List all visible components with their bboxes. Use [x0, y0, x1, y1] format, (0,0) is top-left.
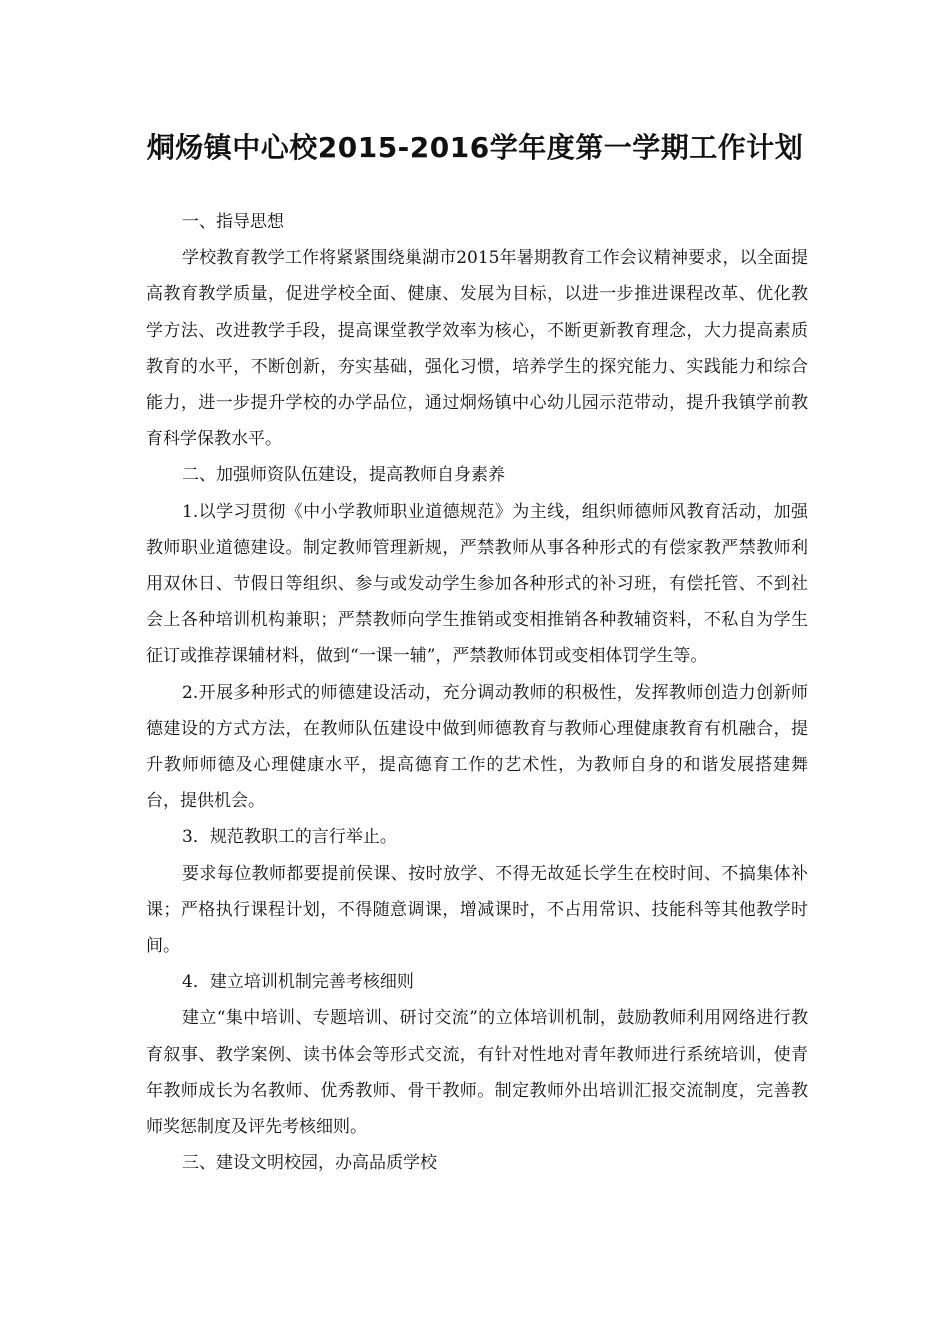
section-2-item-2: 2.开展多种形式的师德建设活动，充分调动教师的积极性，发挥教师创造力创新师德建设的方式方法，在教师队伍建设中做到师德教育与教师心理健康教育有机融合，提升教师师德及心理健康水平，提高德育工作的艺术性，为教师自身的和谐发展搭建舞台，提供机会。 — [146, 682, 808, 812]
section-2-item-4-heading: 4．建立培训机制完善考核细则 — [182, 972, 414, 993]
section-1-paragraph: 学校教育教学工作将紧紧围绕巢湖市2015年暑期教育工作会议精神要求，以全面提高教育教学质量，促进学校全面、健康、发展为目标，以进一步推进课程改革、优化教学方法、改进教学手段，提高课堂教学效率为核心，不断更新教育理念，大力提高素质教育的水平，不断创新，夯实基础，强化习惯，培养学生的探究能力、实践能力和综合能力，进一步提升学校的办学品位，通过烔炀镇中心幼儿园示范带动，提升我镇学前教育科学保教水平。 — [146, 248, 808, 450]
section-2-item-1: 1.以学习贯彻《中小学教师职业道德规范》为主线，组织师德师风教育活动，加强教师职业道德建设。制定教师管理新规，严禁教师从事各种形式的有偿家教严禁教师利用双休日、节假日等组织、参与或发动学生参加各种形式的补习班，有偿托管、不到社会上各种培训机构兼职；严禁教师向学生推销或变相推销各种教辅资料，不私自为学生征订或推荐课辅材料，做到“一课一辅”，严禁教师体罚或变相体罚学生等。 — [146, 501, 808, 667]
section-2-item-3-paragraph: 要求每位教师都要提前侯课、按时放学、不得无故延长学生在校时间、不搞集体补课；严格执行课程计划，不得随意调课，增减课时，不占用常识、技能科等其他教学时间。 — [146, 863, 808, 957]
section-1-heading: 一、指导思想 — [182, 212, 284, 232]
document-title: 烔炀镇中心校2015-2016学年度第一学期工作计划 — [146, 131, 804, 164]
section-3-heading: 三、建设文明校园，办高品质学校 — [182, 1153, 437, 1174]
document-body — [146, 204, 808, 1181]
section-2-heading: 二、加强师资队伍建设，提高教师自身素养 — [182, 465, 505, 486]
section-2-item-3-heading: 3．规范教职工的言行举止。 — [182, 827, 397, 848]
section-2-item-4-paragraph: 建立“集中培训、专题培训、研讨交流”的立体培训机制，鼓励教师利用网络进行教育叙事、教学案例、读书体会等形式交流，有针对性地对青年教师进行系统培训，使青年教师成长为名教师、优秀教师、骨干教师。制定教师外出培训汇报交流制度，完善教师奖惩制度及评先考核细则。 — [146, 1008, 808, 1138]
